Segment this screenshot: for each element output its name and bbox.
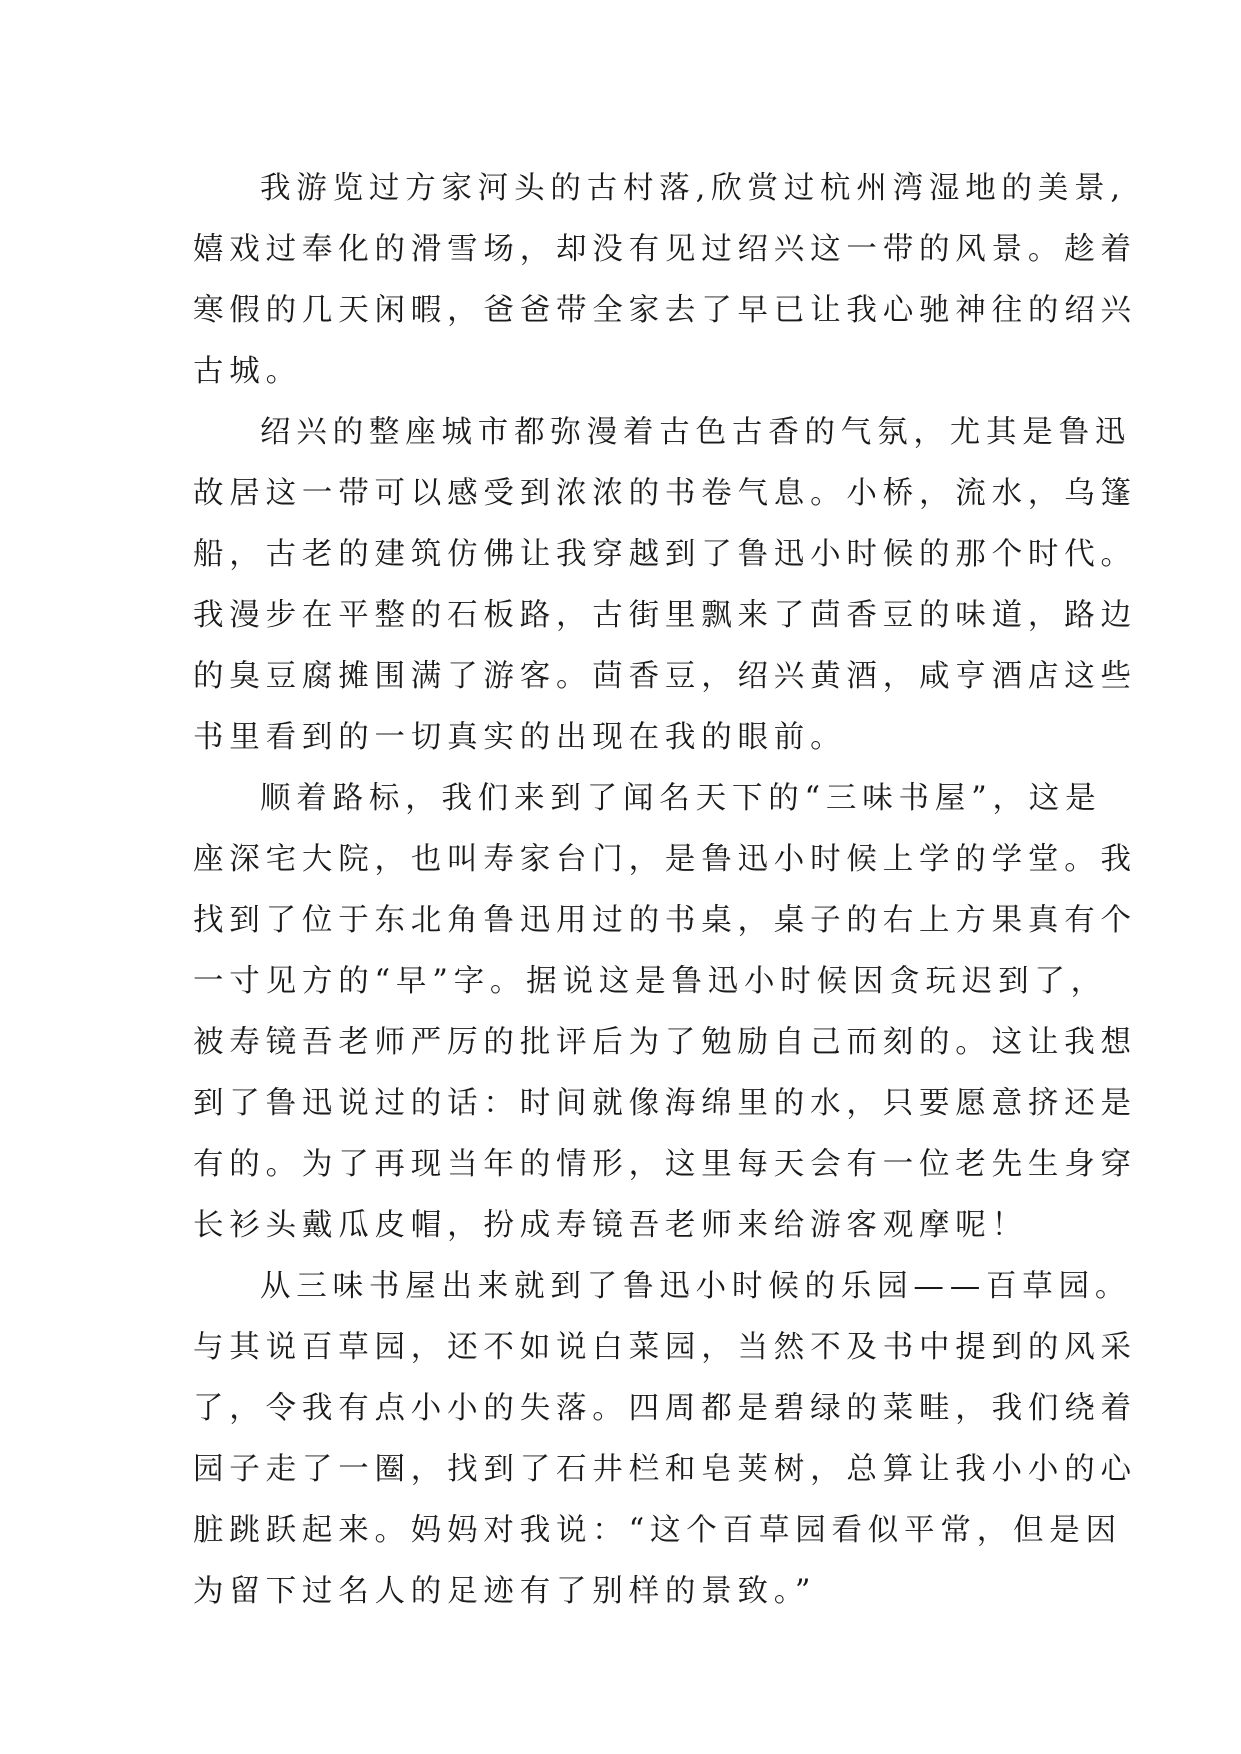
text-line: 古城。: [193, 354, 302, 389]
text-line: 为留下过名人的足迹有了别样的景致。”: [193, 1574, 817, 1609]
body-text: [193, 158, 1137, 1622]
text-line: 书里看到的一切真实的出现在我的眼前。: [193, 720, 847, 755]
text-line: 园子走了一圈，找到了石井栏和皂荚树，总算让我小小的心: [193, 1452, 1137, 1487]
paragraph-2: [193, 402, 1137, 768]
text-line: 嬉戏过奉化的滑雪场，却没有见过绍兴这一带的风景。趁着: [193, 232, 1137, 267]
text-line: 的臭豆腐摊围满了游客。茴香豆，绍兴黄酒，咸亨酒店这些: [193, 659, 1137, 694]
text-line: 顺着路标，我们来到了闻名天下的“三味书屋”，这是: [260, 781, 1102, 816]
text-line: 我游览过方家河头的古村落,欣赏过杭州湾湿地的美景,: [260, 171, 1126, 206]
text-line: 一寸见方的“早”字。据说这是鲁迅小时候因贪玩迟到了，: [193, 964, 1107, 999]
text-line: 了，令我有点小小的失落。四周都是碧绿的菜畦，我们绕着: [193, 1391, 1137, 1426]
text-line: 长衫头戴瓜皮帽，扮成寿镜吾老师来给游客观摩呢！: [193, 1208, 1028, 1243]
text-line: 脏跳跃起来。妈妈对我说：“这个百草园看似平常，但是因: [193, 1513, 1122, 1548]
text-line: 故居这一带可以感受到浓浓的书卷气息。小桥，流水，乌篷: [193, 476, 1137, 511]
text-line: 座深宅大院，也叫寿家台门，是鲁迅小时候上学的学堂。我: [193, 842, 1137, 877]
paragraph-1: [193, 158, 1137, 402]
text-line: 从三味书屋出来就到了鲁迅小时候的乐园——百草园。: [260, 1269, 1132, 1304]
text-line: 被寿镜吾老师严厉的批评后为了勉励自己而刻的。这让我想: [193, 1025, 1137, 1060]
text-line: 与其说百草园，还不如说白菜园，当然不及书中提到的风采: [193, 1330, 1137, 1365]
text-line: 绍兴的整座城市都弥漫着古色古香的气氛，尤其是鲁迅: [260, 415, 1132, 450]
text-line: 我漫步在平整的石板路，古街里飘来了茴香豆的味道，路边: [193, 598, 1137, 633]
text-line: 到了鲁迅说过的话：时间就像海绵里的水，只要愿意挤还是: [193, 1086, 1137, 1121]
text-line: 找到了位于东北角鲁迅用过的书桌，桌子的右上方果真有个: [193, 903, 1137, 938]
paragraph-3: [193, 768, 1137, 1256]
text-line: 有的。为了再现当年的情形，这里每天会有一位老先生身穿: [193, 1147, 1137, 1182]
text-line: 船，古老的建筑仿佛让我穿越到了鲁迅小时候的那个时代。: [193, 537, 1137, 572]
paragraph-4: [193, 1256, 1137, 1622]
text-line: 寒假的几天闲暇，爸爸带全家去了早已让我心驰神往的绍兴: [193, 293, 1137, 328]
